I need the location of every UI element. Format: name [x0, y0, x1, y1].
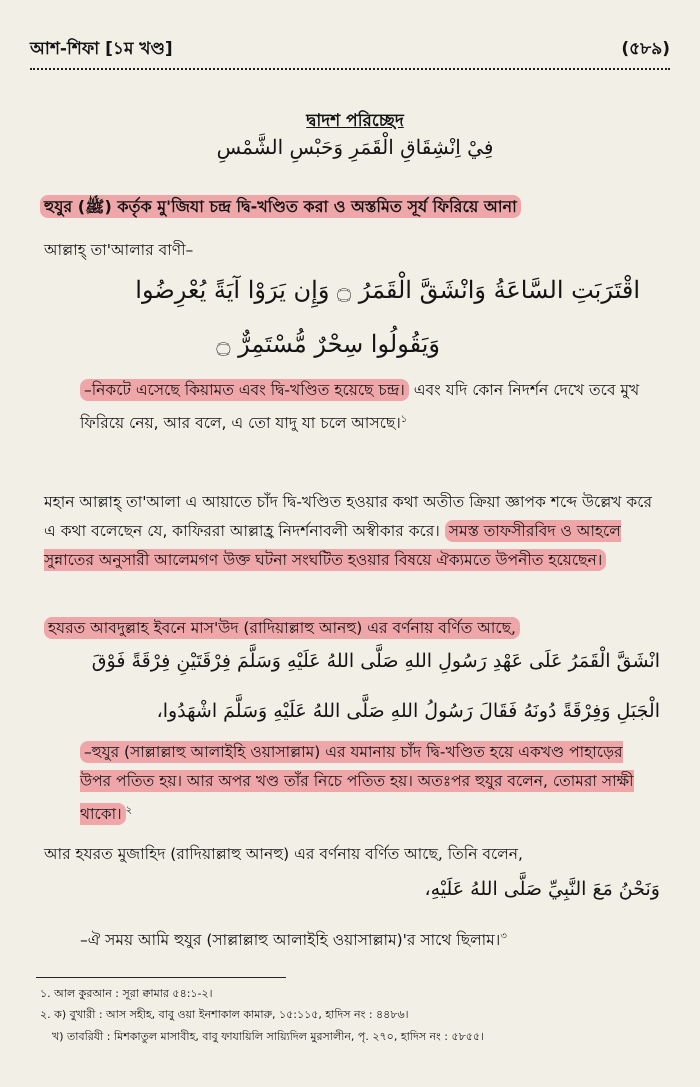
quran-translation-highlight: –নিকটে এসেছে কিয়ামত এবং দ্বি-খণ্ডিত হয়েছে চন্দ্র।: [80, 379, 409, 401]
hadith2-translation: [80, 922, 670, 955]
quran-arabic-line-1: اقْتَرَبَتِ السَّاعَةُ وَانْشَقَّ الْقَمَرُ ۝ وَإِن يَرَوْا آيَةً يُعْرِضُوا: [135, 276, 640, 304]
hadith2-intro: আর হযরত মুজাহিদ (রাদিয়াল্লাহু আনহু) এর বর্ণনায় বর্ণিত আছে, তিনি বলেন,: [44, 845, 523, 863]
quran-intro: আল্লাহ্ তা'আলার বাণী–: [44, 241, 194, 259]
footnote-rule: [36, 977, 286, 978]
chapter-heading-block: [40, 194, 660, 221]
running-header: [30, 34, 670, 66]
chapter-title-block: [50, 108, 660, 136]
commentary-paragraph: [44, 488, 660, 575]
hadith1-intro-block: [44, 614, 660, 643]
arabic-chapter-title: فِيْ اِنْشِقَاقِ الْقَمَرِ وَحَبْسِ الشَّمْسِ: [216, 135, 494, 159]
page-number: (৫৮৯): [621, 39, 670, 59]
hadith1-translation: –হুযুর (সাল্লাল্লাহু আলাইহি ওয়াসাল্লাম) এর যমানায় চাঁদ দ্বি-খণ্ডিত হয়ে একখণ্ড পাহাড়ের উপর পতিত হয়। আর অপর খণ্ড তাঁর নিচে পতিত হয়। অতঃপর হুযুর বলেন, তোমরা সাক্ষী থাকো।: [80, 743, 634, 824]
hadith1-translation-block: [80, 738, 650, 829]
quran-translation: [80, 376, 660, 438]
chapter-heading: হুযুর (ﷺ) কর্তৃক মু'জিযা চন্দ্র দ্বি-খণ্ডিত করা ও অস্তমিত সূর্য ফিরিয়ে আনা: [40, 195, 521, 218]
footnote-ref-2: ২: [125, 805, 133, 816]
quran-arabic-line-2: وَيَقُولُوا سِحْرٌ مُّسْتَمِرٌّ ۝: [216, 330, 440, 358]
quran-translation-rest: এবং যদি কোন নিদর্শন দেখে তবে মুখ ফিরিয়ে নেয়, আর বলে, এ তো যাদু যা চলে আসছে।: [80, 381, 640, 433]
book-title: আশ-শিফা [১ম খণ্ড]: [30, 39, 173, 59]
hadith1-intro: হযরত আবদুল্লাহ ইবনে মাস'উদ (রাদিয়াল্লাহু আনহু) এর বর্ণনায় বর্ণিত আছে,: [44, 617, 520, 639]
header-dotted-rule: [30, 68, 670, 70]
commentary-text: মহান আল্লাহ্ তা'আলা এ আয়াতে চাঁদ দ্বি-খণ্ডিত হওয়ার কথা অতীত ক্রিয়া জ্ঞাপক শব্দে উল্লেখ করে এ কথা বলেছেন যে, কাফিররা আল্লাহ্র নিদর্শনাবলী অস্বীকার করে।: [44, 493, 653, 540]
hadith1-arabic-line-1: انْشَقَّ الْقَمَرُ عَلَى عَهْدِ رَسُولِ اللهِ صَلَّى اللهُ عَلَيْهِ وَسَلَّمَ فِرْقَتَيْنِ فِرْقَةً فَوْقَ: [91, 650, 660, 672]
hadith2-arabic: وَنَحْنُ مَعَ النَّبِيِّ صَلَّى اللهُ عَلَيْهِ،: [424, 878, 660, 900]
hadith1-arabic-line-2: الْجَبَلِ وَفِرْقَةً دُونَهُ فَقَالَ رَسُولُ اللهِ صَلَّى اللهُ عَلَيْهِ وَسَلَّمَ اشْهَدُوا،: [156, 700, 660, 722]
footnote-ref-1: ১: [400, 414, 408, 425]
footnote-2b: খ) তাবরিযী : মিশকাতুল মাসাবীহ, বাবু ফাযায়িলি সায়্যিদিল মুরসালীন, পৃ. ২৭০, হাদিস নং : ৫৮৫৫।: [52, 1030, 484, 1043]
commentary-highlight: সমস্ত তাফসীরবিদ ও আহলে সুন্নাতের অনুসারী আলেমগণ উক্ত ঘটনা সংঘটিত হওয়ার বিষয়ে ঐক্যমতে উপনীত হয়েছেন।: [44, 522, 621, 569]
footnote-2a: ২. ক) বুখারী : আস সহীহ, বাবু ওয়া ইনশাকাল কামারু, ১৫:১১৫, হাদিস নং : ৪৪৮৬।: [40, 1008, 409, 1021]
hadith2-translation-text: –ঐ সময় আমি হুযুর (সাল্লাল্লাহু আলাইহি ওয়াসাল্লাম)'র সাথে ছিলাম।: [80, 931, 501, 950]
footnote-1: ১. আল কুরআন : সূরা ক্বামার ৫৪:১-২।: [40, 987, 213, 1000]
footnote-ref-3: ৩: [500, 931, 507, 942]
chapter-title: দ্বাদশ পরিচ্ছেদ: [306, 111, 404, 131]
